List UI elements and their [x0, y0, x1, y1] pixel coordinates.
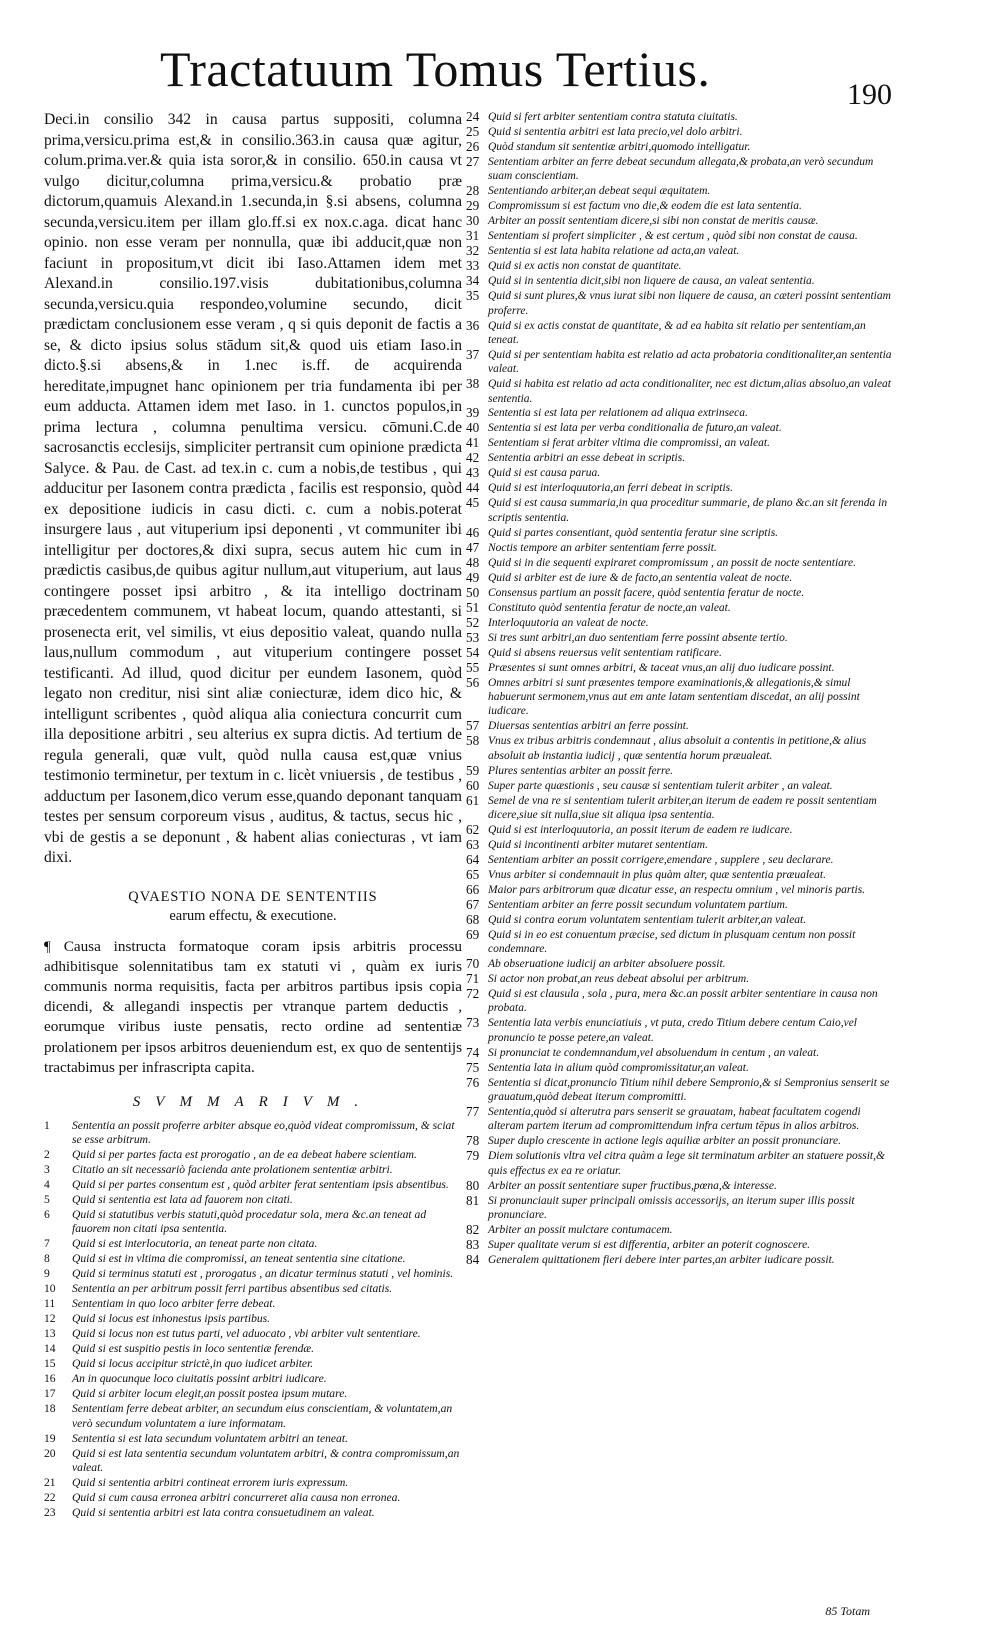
entry-text: Citatio an sit necessariò facienda ante prolationem sententiæ arbitri. — [72, 1163, 393, 1177]
entry-text: Quid si incontinenti arbiter mutaret sententiam. — [488, 838, 708, 851]
summary-list-left — [44, 1119, 462, 1520]
page-header — [0, 40, 1000, 110]
summary-entry — [44, 1237, 462, 1251]
entry-number: 27 — [466, 153, 480, 169]
summary-entry — [466, 436, 896, 450]
summary-entry — [466, 348, 896, 377]
entry-text: Quid si habita est relatio ad acta conditionaliter, nec est dictum,alias absoluo,an valeat sententia. — [488, 378, 891, 405]
entry-text: Ab obseruatione iudicij an arbiter absoluere possit. — [488, 958, 726, 971]
entry-text: Sententia si est lata per relationem ad aliqua extrinseca. — [488, 407, 748, 420]
entry-text: Quid si est causa parua. — [488, 467, 601, 480]
summary-entry — [466, 1076, 896, 1105]
entry-text: Quid si absens reuersus velit sententiam ratificare. — [488, 646, 722, 659]
summary-entry — [466, 1016, 896, 1045]
page-number: 190 — [847, 78, 892, 111]
summary-entry — [44, 1267, 462, 1281]
entry-number: 4 — [44, 1178, 50, 1192]
summary-entry — [466, 125, 896, 139]
summary-entry — [466, 601, 896, 615]
summary-entry — [44, 1297, 462, 1311]
summary-entry — [466, 406, 896, 420]
summary-entry — [44, 1282, 462, 1296]
entry-number: 40 — [466, 420, 480, 436]
catchword: 85 Totam — [825, 1604, 870, 1618]
entry-text: Super qualitate verum si est differentia, arbiter an poterit cognoscere. — [488, 1238, 811, 1251]
entry-number: 17 — [44, 1387, 56, 1401]
entry-number: 52 — [466, 614, 480, 630]
entry-text: Quid si est interloquutoria,an ferri debeat in scriptis. — [488, 482, 734, 495]
entry-number: 24 — [466, 109, 480, 124]
entry-text: Quid si in sententia dicit,sibi non liquere de causa, an valeat sententia. — [488, 275, 815, 288]
summary-entry — [466, 571, 896, 585]
entry-text: Sententiam in quo loco arbiter ferre debeat. — [72, 1297, 276, 1311]
entry-number: 20 — [44, 1446, 56, 1460]
summary-entry — [44, 1208, 462, 1237]
entry-number: 57 — [466, 718, 480, 734]
entry-text: Interloquutoria an valeat de nocte. — [488, 616, 649, 629]
entry-text: Omnes arbitri si sunt præsentes tempore examinationis,& allegationis,& simul habuerunt sermonem,vnus aut em ante latam sententiam discedat, an alij possint iudicare. — [488, 676, 860, 718]
entry-number: 48 — [466, 554, 480, 570]
summary-entry — [44, 1327, 462, 1341]
summary-entry — [466, 526, 896, 540]
entry-number: 74 — [466, 1044, 480, 1060]
summary-entry — [466, 779, 896, 793]
entry-number: 66 — [466, 881, 480, 897]
entry-number: 12 — [44, 1312, 56, 1326]
entry-text: Sententia arbitri an esse debeat in scriptis. — [488, 452, 686, 465]
entry-text: Quid si arbiter locum elegit,an possit postea ipsum mutare. — [72, 1387, 348, 1401]
entry-number: 79 — [466, 1148, 480, 1164]
summary-entry — [466, 1179, 896, 1193]
entry-number: 37 — [466, 346, 480, 362]
summary-entry — [466, 764, 896, 778]
entry-text: Sententia,quòd si alterutra pars senserit se grauatam, habeat facultatem cogendi alteram partem iterum ad compromittendum infra certum tēpus in alios arbitros. — [488, 1105, 861, 1133]
entry-text: Si pronunciat te condemnandum,vel absoluendum in centum , an valeat. — [488, 1046, 820, 1059]
summary-entry — [466, 184, 896, 198]
summary-entry — [44, 1387, 462, 1401]
summary-entry — [466, 451, 896, 465]
entry-number: 1 — [44, 1118, 50, 1132]
summary-entry — [466, 214, 896, 228]
entry-number: 21 — [44, 1475, 56, 1489]
entry-text: Sententia si est lata per verba conditionalia de futuro,an valeat. — [488, 422, 782, 435]
entry-text: Sententia si dicat,pronuncio Titium nihil debere Sempronio,& si Sempronius senserit se grauatum,quòd debeat iterum compromitti. — [488, 1076, 890, 1103]
entry-text: Quid si fert arbiter sententiam contra statuta ciuitatis. — [488, 111, 738, 123]
left-body-text: Deci.in consilio 342 in causa partus suppositi, columna prima,versicu.prima est,& in consilio.363.in causa quæ agitur, colum.prima.ver.& quia ista soror,& in consilio. 650.in causa vt vulgo dicitur,columna prima,versicu.& probatio præ dictorum,quamuis Alexand.in 1.secunda,in §.si absens, columna secunda,versicu.item per illam glo.ff.si ex nox.c.aga. dicat hanc opinio. non esse veram per nonnulla, quæ ibi adducit,quæ non faciunt in propositum,vt dicit ibi Iaso.Attamen idem met Alexand.in consilio.197.visis dubitationibus,columna secunda,versicu.quia respondeo,volumine secundo, dicit prædictam conclusionem esse veram , q si quis deponit de factis a se, & dicto ipsius solus stādum sit,& quod uis etiam Iaso.in dicto.§.si absens,& in 1.nec is.ff. de acquirenda hereditate,impugnet hanc opinionem per tria fundamenta ibi per eum adducta. Attamen idem met Iaso. in 1. cunctos populos,in prima lectura , columna penultima versicu. cōmuni.C.de sacrosanctis ecclesijs, simpliciter pertransit cum opinione prædicta Salyce. & Pau. de Cast. ad tex.in c. cum a nobis,de testibus , qui adducitur per Iasonem contra prædicta , facilis est responsio, quòd ex depositione iudicis in casu dicti. c. cum a nobis.poterat insurgere laus , aut vituperium ipsi deponenti , vt communiter ibi intelligitur per doctores,& dixi supra, secus autem hic cum in prædictis casibus,de quibus agitur nullum,aut vituperium, aut laus contingere posset ipsi arbitro , & ita intelligo doctrinam præcedentem communem, vt habeat locum, quando attestanti, si prosenecta erit, vel similis, vt eius depositio valeat, quando nulla laus,nullum commodum , aut vituperium contingere posset testificanti. Ad illud, quod dicitur per eundem Iasonem, quòd legato non creditur, nisi sint aliæ coniecturæ, idem dico hic, & intelligunt scribentes , quòd aliqua alia coniectura concurrit cum illa depositione arbitri , seu alterius ex supra dictis. Ad tertium de regula generali, quæ vult, quòd nulla causa est,quæ vnius testimonio terminetur, per textum in c. licèt vniuersis , de testibus , adductum per Iasonem,dico verum esse,quando deponant tanquam testes per sensum corporeum visus , auditus, & tactus, secus hic , vbi de gestis a se deponunt , & habent alias coniecturas , vt iam dixi. — [44, 111, 462, 866]
entry-text: Sententiam arbiter an ferre possit secundum voluntatem partium. — [488, 898, 788, 911]
entry-text: Sententia si est lata secundum voluntatem arbitri an teneat. — [72, 1431, 348, 1445]
entry-text: Quid si locus accipitur strictè,in quo iudicet arbiter. — [72, 1357, 314, 1371]
summary-entry — [466, 676, 896, 719]
entry-number: 8 — [44, 1252, 50, 1266]
entry-number: 54 — [466, 644, 480, 660]
entry-number: 68 — [466, 911, 480, 927]
summary-list-right — [466, 110, 896, 1267]
entry-text: Sententiam arbiter an ferre debeat secundum allegata,& probata,an verò secundum suam conscientiam. — [488, 155, 874, 183]
summary-entry — [466, 110, 896, 124]
entry-text: Quid si contra eorum voluntatem sententiam tulerit arbiter,an valeat. — [488, 913, 807, 926]
entry-text: Maior pars arbitrorum quæ dicatur esse, an respectu omnium , vel minoris partis. — [488, 883, 866, 896]
entry-text: Quid si in eo est conuentum præcise, sed dictum in plusquam centum non possit condemnare. — [488, 928, 856, 956]
summary-entry — [466, 466, 896, 480]
entry-number: 76 — [466, 1074, 480, 1090]
summary-entry — [466, 1253, 896, 1267]
entry-number: 58 — [466, 733, 480, 749]
entry-number: 53 — [466, 629, 480, 645]
entry-number: 83 — [466, 1236, 480, 1252]
entry-number: 81 — [466, 1192, 480, 1208]
summary-entry — [466, 1046, 896, 1060]
entry-number: 46 — [466, 524, 480, 540]
entry-number: 62 — [466, 821, 480, 837]
summary-entry — [44, 1432, 462, 1446]
entry-number: 82 — [466, 1221, 480, 1237]
summary-entry — [466, 229, 896, 243]
entry-text: Quid si sententia arbitri est lata precio,vel dolo arbitri. — [488, 125, 743, 138]
entry-number: 29 — [466, 198, 480, 214]
entry-number: 6 — [44, 1208, 50, 1222]
summary-entry — [466, 823, 896, 837]
summary-entry — [466, 377, 896, 406]
summary-entry — [466, 734, 896, 763]
entry-number: 14 — [44, 1342, 56, 1356]
entry-text: Plures sententias arbiter an possit ferre. — [488, 764, 674, 777]
entry-number: 45 — [466, 495, 480, 511]
summary-entry — [466, 421, 896, 435]
entry-number: 70 — [466, 956, 480, 972]
summary-entry — [44, 1148, 462, 1162]
summary-entry — [44, 1357, 462, 1371]
entry-text: Compromissum si est factum vno die,& eodem die est lata sententia. — [488, 200, 802, 213]
entry-number: 30 — [466, 213, 480, 229]
entry-text: Quid si est causa summaria,in qua proceditur summarie, de plano &c.an sit ferenda in scriptis sententia. — [488, 497, 888, 524]
summary-entry — [466, 987, 896, 1016]
entry-number: 10 — [44, 1282, 56, 1296]
summary-entry — [44, 1252, 462, 1266]
summary-entry — [466, 1105, 896, 1134]
entry-text: Quid si per sententiam habita est relatio ad acta probatoria conditionaliter,an sententia valeat. — [488, 348, 892, 376]
entry-text: Sententia lata verbis enunciatiuis , vt puta, credo Titium debere centum Caio,vel pronuncio te posse petere,an valeat. — [488, 1017, 857, 1044]
entry-number: 42 — [466, 450, 480, 466]
question-title: QVAESTIO NONA DE SENTENTIIS — [128, 888, 378, 905]
entry-text: Si pronunciauit super principali omissis accessorijs, an iterum super illis possit pronunciare. — [488, 1194, 855, 1221]
summary-entry — [44, 1163, 462, 1177]
entry-number: 22 — [44, 1490, 56, 1504]
question-subtitle: earum effectu, & executione. — [169, 907, 337, 924]
entry-number: 59 — [466, 762, 480, 778]
entry-number: 75 — [466, 1059, 480, 1075]
summary-entry — [466, 913, 896, 927]
entry-text: Generalem quittationem fieri debere inter partes,an arbiter iudicare possit. — [488, 1253, 835, 1266]
entry-text: An in quocunque loco ciuitatis possint arbitri iudicare. — [72, 1372, 327, 1386]
entry-number: 11 — [44, 1297, 56, 1311]
entry-text: Quid si locus non est tutus parti, vel aduocato , vbi arbiter vult sententiare. — [72, 1327, 421, 1341]
entry-number: 9 — [44, 1267, 50, 1281]
summary-entry — [466, 481, 896, 495]
entry-text: Quid si est interlocutoria, an teneat parte non citata. — [72, 1237, 318, 1251]
entry-number: 19 — [44, 1431, 56, 1445]
summary-entry — [466, 496, 896, 525]
summary-entry — [466, 928, 896, 957]
entry-text: Quid si per partes consentum est , quòd arbiter ferat sententiam ipsis absentibus. — [72, 1178, 449, 1192]
entry-text: Super duplo crescente in actione legis aquiliæ arbiter an possit pronunciare. — [488, 1135, 841, 1148]
entry-text: Vnus ex tribus arbitris condemnaut , alius absoluit a contentis in petitione,& alius absoluit ab instantia iudicij , quæ sententia horum præualeat. — [488, 735, 867, 762]
summary-entry — [44, 1506, 462, 1520]
entry-text: Sententiam si ferat arbiter vltima die compromissi, an valeat. — [488, 437, 770, 450]
entry-text: Quid si in die sequenti expiraret compromissum , an possit de nocte sententiare. — [488, 556, 856, 569]
entry-number: 7 — [44, 1237, 50, 1251]
entry-text: Quid si est interloquutoria, an possit iterum de eadem re iudicare. — [488, 823, 793, 836]
entry-text: Quid si partes consentiant, quòd sententia feratur sine scriptis. — [488, 526, 779, 539]
entry-text: Arbiter an possit sententiam dicere,si sibi non constat de meritis causæ. — [488, 215, 819, 228]
summary-entry — [44, 1119, 462, 1148]
entry-number: 31 — [466, 228, 480, 244]
entry-number: 51 — [466, 599, 480, 615]
entry-number: 36 — [466, 317, 480, 333]
entry-text: Præsentes si sunt omnes arbitri, & taceat vnus,an alij duo iudicare possint. — [488, 661, 835, 674]
entry-number: 63 — [466, 836, 480, 852]
entry-text: Quid si per partes facta est prorogatio , an de ea debeat habere scientiam. — [72, 1148, 417, 1162]
summary-entry — [466, 616, 896, 630]
entry-number: 69 — [466, 926, 480, 942]
summary-entry — [466, 853, 896, 867]
entry-number: 72 — [466, 986, 480, 1002]
entry-text: Quid si est suspitio pestis in loco sententiæ ferendæ. — [72, 1342, 315, 1356]
entry-text: Sententiam si profert simpliciter , & est certum , quòd sibi non constat de causa. — [488, 230, 858, 243]
entry-number: 5 — [44, 1193, 50, 1207]
entry-number: 64 — [466, 851, 480, 867]
entry-number: 60 — [466, 777, 480, 793]
summary-entry — [44, 1312, 462, 1326]
entry-number: 50 — [466, 584, 480, 600]
entry-text: Diuersas sententias arbitri an ferre possint. — [488, 720, 689, 733]
entry-text: Vnus arbiter si condemnauit in plus quàm alter, quæ sententia præualeat. — [488, 868, 826, 881]
summary-entry — [466, 259, 896, 273]
entry-text: Sententia si est lata habita relatione ad acta,an valeat. — [488, 245, 740, 258]
entry-number: 41 — [466, 435, 480, 451]
entry-text: Sententiando arbiter,an debeat sequi æquitatem. — [488, 185, 711, 198]
summary-entry — [44, 1491, 462, 1505]
entry-number: 33 — [466, 258, 480, 274]
summary-entry — [466, 155, 896, 184]
entry-number: 15 — [44, 1357, 56, 1371]
entry-number: 84 — [466, 1251, 480, 1267]
entry-number: 49 — [466, 569, 480, 585]
entry-number: 38 — [466, 376, 480, 392]
entry-number: 34 — [466, 273, 480, 289]
entry-number: 2 — [44, 1148, 50, 1162]
summary-entry — [466, 1061, 896, 1075]
summary-entry — [466, 1223, 896, 1237]
summary-entry — [466, 1238, 896, 1252]
entry-text: Diem solutionis vltra vel citra quàm a lege sit terminatum arbiter an statuere possit,& quis effectus ex ea re oriatur. — [488, 1150, 885, 1177]
summary-entry — [466, 289, 896, 318]
entry-text: Quid si cum causa erronea arbitri concurreret alia causa non erronea. — [72, 1490, 401, 1504]
summary-entry — [466, 1149, 896, 1178]
entry-number: 39 — [466, 405, 480, 421]
entry-number: 18 — [44, 1402, 56, 1416]
summary-entry — [466, 541, 896, 555]
entry-number: 61 — [466, 792, 480, 808]
question-intro: ¶ Causa instructa formatoque coram ipsis arbitris processu adhibitisque solennitatibus tam ex statuti vi , quàm ex iuris communis norma requisitis, facta per arbitros partibus ipsis copia dicendi, & allegandi inspectis per vtranque partem deductis , eorumque viribus iuste pensatis, recto ordine ad sententiæ prolationem per ipsos arbitros deueniendum est, ex quo de sententijs tractabimus per infrascripta capita. — [44, 937, 462, 1076]
summary-entry — [466, 838, 896, 852]
entry-number: 78 — [466, 1133, 480, 1149]
summary-entry — [466, 631, 896, 645]
entry-number: 43 — [466, 465, 480, 481]
entry-text: Quid si sententia arbitri est lata contra consuetudinem an valeat. — [72, 1505, 375, 1519]
summary-entry — [44, 1402, 462, 1431]
entry-number: 13 — [44, 1327, 56, 1341]
entry-number: 73 — [466, 1015, 480, 1031]
summary-entry — [44, 1193, 462, 1207]
summary-entry — [466, 972, 896, 986]
summary-entry — [466, 140, 896, 154]
entry-text: Super parte quæstionis , seu causæ si sententiam tulerit arbiter , an valeat. — [488, 779, 833, 792]
summary-entry — [466, 1134, 896, 1148]
entry-text: Quid si est lata sententia secundum voluntatem arbitri, & contra compromissum,an valeat. — [72, 1446, 460, 1474]
entry-text: Sententia lata in alium quòd compromissitatur,an valeat. — [488, 1061, 749, 1074]
entry-number: 28 — [466, 183, 480, 199]
entry-text: Quid si statutibus verbis statuti,quòd procedatur sola, mera &c.an teneat ad fauorem non citati ipsa sententia. — [72, 1208, 427, 1236]
entry-number: 71 — [466, 971, 480, 987]
entry-text: Sententiam ferre debeat arbiter, an secundum eius conscientiam, & voluntatem,an verò secundum voluntatem a iure informatam. — [72, 1402, 453, 1430]
summary-entry — [44, 1476, 462, 1490]
entry-text: Arbiter an possit mulctare contumacem. — [488, 1223, 673, 1236]
entry-number: 23 — [44, 1505, 56, 1519]
entry-text: Noctis tempore an arbiter sententiam ferre possit. — [488, 541, 717, 554]
summary-entry — [466, 586, 896, 600]
summary-entry — [466, 274, 896, 288]
entry-text: Quid si est clausula , sola , pura, mera &c.an possit arbiter sententiare in causa non probata. — [488, 988, 878, 1015]
entry-text: Quid si ex actis constat de quantitate, & ad ea habita sit relatio per sententiam,an teneat. — [488, 319, 866, 346]
entry-text: Quid si locus est inhonestus ipsis partibus. — [72, 1312, 271, 1326]
right-column — [466, 110, 896, 1268]
entry-number: 80 — [466, 1177, 480, 1193]
running-title: Tractatuum Tomus Tertius. — [160, 41, 711, 97]
entry-text: Si tres sunt arbitri,an duo sententiam ferre possint absente tertio. — [488, 631, 788, 644]
entry-text: Quid si est in vltima die compromissi, an teneat sententia sine citatione. — [72, 1252, 406, 1266]
summary-entry — [466, 199, 896, 213]
entry-number: 65 — [466, 866, 480, 882]
summary-entry — [466, 661, 896, 675]
entry-number: 25 — [466, 123, 480, 139]
entry-text: Constituto quòd sententia feratur de nocte,an valeat. — [488, 601, 731, 614]
summary-entry — [466, 883, 896, 897]
summary-entry — [44, 1447, 462, 1476]
entry-number: 16 — [44, 1372, 56, 1386]
summary-entry — [466, 794, 896, 823]
summary-entry — [44, 1178, 462, 1192]
entry-number: 47 — [466, 539, 480, 555]
entry-text: Quid si ex actis non constat de quantitate. — [488, 260, 682, 273]
entry-number: 26 — [466, 138, 480, 154]
summary-entry — [466, 719, 896, 733]
entry-number: 55 — [466, 659, 480, 675]
entry-text: Sententiam arbiter an possit corrigere,emendare , supplere , seu declarare. — [488, 853, 834, 866]
entry-text: Semel de vna re si sententiam tulerit arbiter,an iterum de eadem re possit sententiam dicere,siue sit nulla,siue sit aliqua ipsa sententia. — [488, 794, 877, 821]
entry-text: Sententia an per arbitrum possit ferri partibus absentibus sed citatis. — [72, 1282, 393, 1296]
summary-entry — [466, 646, 896, 660]
entry-text: Quid si arbiter est de iure & de facto,an sententia valeat de nocte. — [488, 571, 793, 584]
entry-number: 77 — [466, 1103, 480, 1119]
summary-entry — [466, 957, 896, 971]
summarium-heading: SVMMARIVM. — [132, 1093, 374, 1110]
entry-text: Arbiter an possit sententiare super fructibus,pœna,& interesse. — [488, 1179, 777, 1192]
entry-number: 32 — [466, 243, 480, 259]
entry-text: Consensus partium an possit facere, quòd sententia feratur de nocte. — [488, 586, 805, 599]
entry-number: 44 — [466, 480, 480, 496]
summary-entry — [466, 319, 896, 348]
left-column — [44, 110, 462, 1521]
summary-entry — [466, 1194, 896, 1223]
summary-entry — [466, 868, 896, 882]
summary-entry — [44, 1342, 462, 1356]
entry-text: Sententia an possit proferre arbiter absque eo,quòd videat compromissum, & sciat se esse arbitrum. — [72, 1118, 455, 1147]
entry-text: Quòd standum sit sententiæ arbitri,quomodo intelligatur. — [488, 140, 751, 153]
entry-text: Quid si sententia est lata ad fauorem non citati. — [72, 1193, 293, 1207]
entry-number: 56 — [466, 674, 480, 690]
entry-text: Quid si sententia arbitri contineat errorem iuris expressum. — [72, 1475, 349, 1489]
entry-text: Quid si sunt plures,& vnus iurat sibi non liquere de causa, an cæteri possint sententiam proferre. — [488, 290, 891, 317]
entry-number: 35 — [466, 288, 480, 304]
summary-entry — [44, 1372, 462, 1386]
summary-entry — [466, 244, 896, 258]
entry-number: 3 — [44, 1163, 50, 1177]
summary-entry — [466, 556, 896, 570]
summary-entry — [466, 898, 896, 912]
entry-number: 67 — [466, 896, 480, 912]
entry-text: Quid si terminus statuti est , prorogatus , an dicatur terminus statuti , vel hominis. — [72, 1267, 454, 1281]
entry-text: Si actor non probat,an reus debeat absolui per arbitrum. — [488, 973, 750, 986]
